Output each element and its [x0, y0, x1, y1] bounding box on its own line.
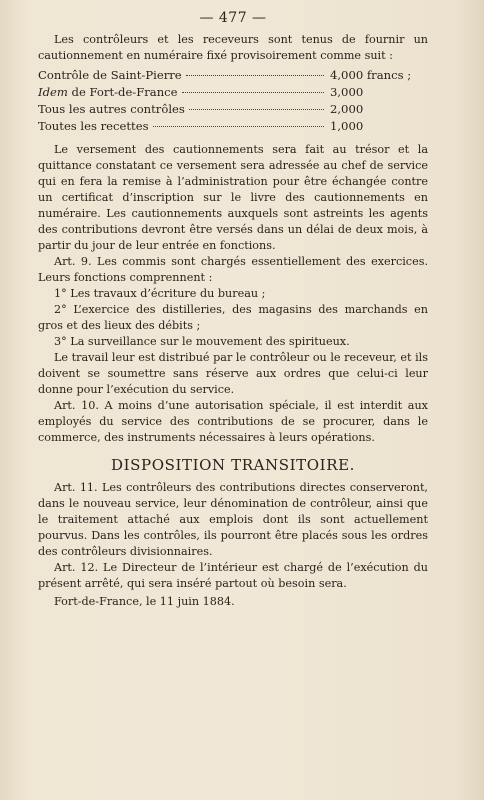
paragraph-art11: Art. 11. Les contrôleurs des contributions directes conserveront, dans le nouveau service, leur dénomination de contrôleur, ainsi que le traitement attaché aux emplois dont ils sont actuellement pourvus. Dans les contrôles, ils pourront être placés sous les ordres des contrôleurs divisionnaires. — [38, 481, 428, 558]
paragraph-travail: Le travail leur est distribué par le contrôleur ou le receveur, et ils doivent se soumettre sans réserve aux ordres que celui-ci leur donne pour l’exécution du service. — [38, 351, 428, 396]
caution-amount: 1,000 — [330, 119, 364, 133]
caution-amount: 4,000 francs ; — [330, 68, 412, 82]
section-heading-transitoire: DISPOSITION TRANSITOIRE. — [110, 456, 356, 474]
caution-label: Contrôle de Saint-Pierre — [38, 68, 182, 82]
caution-amount: 2,000 — [330, 102, 364, 116]
caution-amount: 3,000 — [330, 85, 364, 99]
caution-label: Toutes les recettes — [38, 119, 149, 133]
caution-label: Tous les autres contrôles — [38, 102, 185, 116]
caution-row-saint-pierre — [38, 68, 428, 85]
caution-table — [38, 68, 428, 136]
paragraph-art9-item3: 3° La surveillance sur le mouvement des spiritueux. — [54, 335, 350, 348]
leader-dots — [189, 109, 324, 110]
leader-dots — [182, 92, 324, 93]
leader-dots — [153, 126, 324, 127]
paragraph-art10: Art. 10. A moins d’une autorisation spéciale, il est interdit aux employés du service des contributions de se procurer, dans le commerce, des instruments nécessaires à leurs opérations. — [38, 399, 428, 444]
caution-label-rest: de Fort-de-France — [67, 85, 178, 99]
paragraph-versement: Le versement des cautionnements sera fait au trésor et la quittance constatant ce versement sera adressée au chef de service qui en fera la remise à l’administration pour être échangée contre un certificat d’inscription sur le livre des cautionnements en numéraire. Les cautionnements auxquels sont astreints les agents des contributions devront être versés dans un délai de deux mois, à partir du jour de leur entrée en fonctions. — [38, 143, 428, 252]
caution-intro: Les contrôleurs et les receveurs sont tenus de fournir un cautionnement en numéraire fixé provisoirement comme suit : — [38, 33, 428, 62]
page-content — [38, 10, 428, 610]
leader-dots — [186, 75, 324, 76]
paragraph-art9-item1: 1° Les travaux d’écriture du bureau ; — [54, 287, 266, 300]
paragraph-art12: Art. 12. Le Directeur de l’intérieur est chargé de l’exécution du présent arrêté, qui sera inséré partout où besoin sera. — [38, 561, 428, 590]
caution-label — [38, 85, 178, 99]
page-number: — 477 — — [199, 10, 267, 26]
paragraph-art9: Art. 9. Les commis sont chargés essentiellement des exercices. Leurs fonctions comprennent : — [38, 255, 428, 284]
paragraph-art9-item2: 2° L’exercice des distilleries, des magasins des marchands en gros et des lieux des débits ; — [38, 303, 428, 332]
caution-row-fort-de-france — [38, 85, 428, 102]
caution-row-recettes — [38, 119, 428, 136]
signature-line: Fort-de-France, le 11 juin 1884. — [54, 595, 235, 608]
caution-row-autres-controles — [38, 102, 428, 119]
caution-label-idem: Idem — [38, 85, 68, 99]
